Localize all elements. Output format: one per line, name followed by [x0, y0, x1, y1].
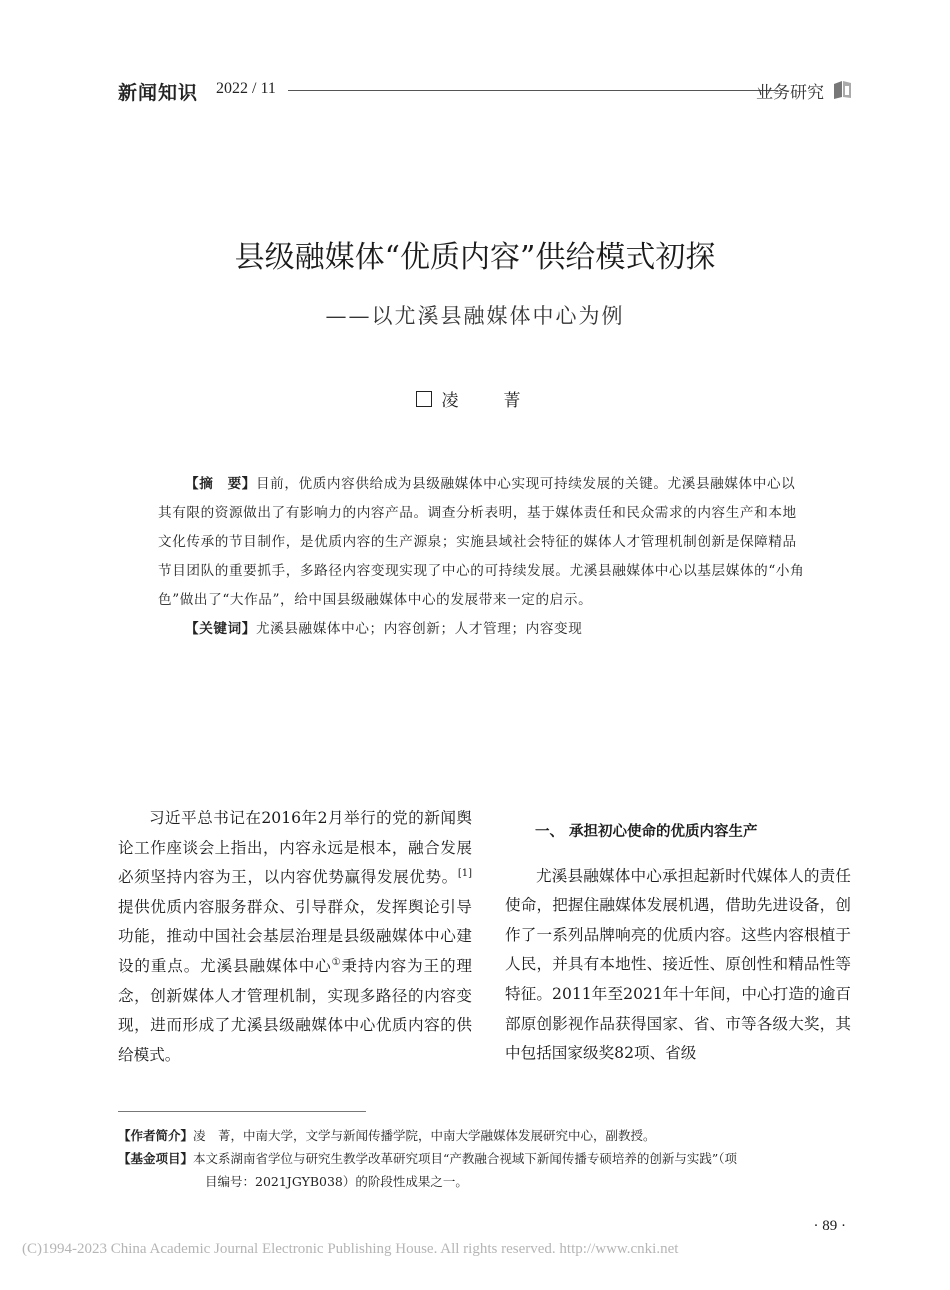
header-rule	[288, 90, 778, 91]
footnote-rule	[118, 1111, 366, 1112]
keywords	[158, 615, 806, 644]
fund-note-text: 本文系湖南省学位与研究生教学改革研究项目“产教融合视域下新闻传播专硕培养的创新与实践”（项	[193, 1151, 738, 1166]
author-note-label: 【作者简介】	[118, 1128, 194, 1143]
abstract-text: 目前，优质内容供给成为县级融媒体中心实现可持续发展的关键。尤溪县融媒体中心以其有限的资源做出了有影响力的内容产品。调查分析表明，基于媒体责任和民众需求的内容生产和本地文化传承的节目制作，是优质内容的生产源泉；实施县域社会特征的媒体人才管理机制创新是保障精品节目团队的重要抓手，多路径内容变现实现了中心的可持续发展。尤溪县融媒体中心以基层媒体的“小角色”做出了“大作品”，给中国县级融媒体中心的发展带来一定的启示。	[158, 476, 805, 608]
body-left-column	[118, 804, 472, 1070]
citation-ref: [1]	[457, 868, 472, 879]
author-line	[0, 386, 950, 411]
page-number: · 89 ·	[813, 1218, 846, 1234]
fund-note	[118, 1147, 858, 1170]
author-name: 凌 菁	[441, 391, 535, 411]
issue-number: 2022 / 11	[216, 80, 276, 97]
fund-note-label: 【基金项目】	[118, 1151, 194, 1166]
author-box-icon	[416, 391, 432, 407]
footnotes	[118, 1124, 858, 1193]
fund-note-continued: 目编号：2021JGYB038）的阶段性成果之一。	[205, 1174, 468, 1189]
section-paragraph: 尤溪县融媒体中心承担起新时代媒体人的责任使命，把握住融媒体发展机遇，借助先进设备，创作了一系列品牌响亮的优质内容。这些内容根植于人民，并具有本地性、接近性、原创性和精品性等特征。2011年至2021年十年间，中心打造的逾百部原创影视作品获得国家、省、市等各级大奖，其中包括国家级奖82项、省级	[505, 866, 851, 1063]
author-note	[118, 1124, 858, 1147]
copyright-footer: (C)1994-2023 China Academic Journal Electronic Publishing House. All rights reserved. http://www.cnki.net	[22, 1241, 679, 1257]
abstract-label: 【摘 要】	[185, 476, 256, 492]
article-title: 县级融媒体“优质内容”供给模式初探	[234, 240, 716, 275]
footnote-marker: ①	[331, 956, 342, 968]
intro-paragraph: 习近平总书记在2016年2月举行的党的新闻舆论工作座谈会上指出，内容永远是根本，融合发展必须坚持内容为王，以内容优势赢得发展优势。[1]提供优质内容服务群众、引导群众，发挥舆论引导功能，推动中国社会基层治理是县级融媒体中心建设的重点。尤溪县融媒体中心①秉持内容为王的理念，创新媒体人才管理机制，实现多路径的内容变现，进而形成了尤溪县级融媒体中心优质内容的供给模式。	[118, 809, 472, 1064]
abstract	[158, 470, 806, 615]
section-heading: 一、 承担初心使命的优质内容生产	[535, 824, 758, 840]
article-subtitle: ——以尤溪县融媒体中心为例	[325, 304, 625, 328]
journal-logo: 新闻知识	[118, 82, 199, 104]
section-book-icon	[832, 78, 854, 100]
page-header	[118, 76, 854, 106]
body-right-column	[505, 818, 851, 1069]
author-note-text: 凌 菁，中南大学，文学与新闻传播学院，中南大学融媒体发展研究中心，副教授。	[193, 1128, 656, 1143]
keywords-label: 【关键词】	[185, 621, 256, 637]
section-label: 业务研究	[756, 83, 824, 103]
keywords-text: 尤溪县融媒体中心；内容创新；人才管理；内容变现	[255, 621, 583, 637]
abstract-block	[158, 470, 806, 644]
